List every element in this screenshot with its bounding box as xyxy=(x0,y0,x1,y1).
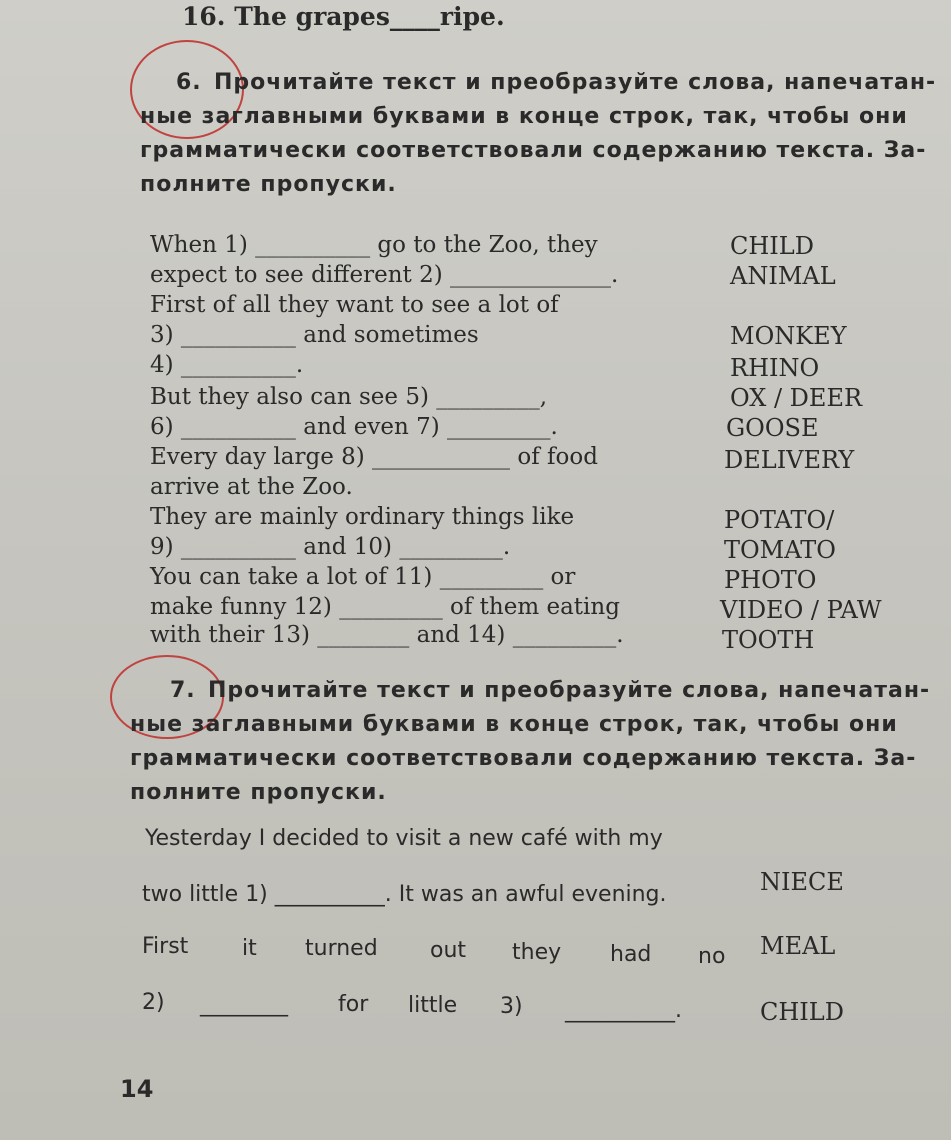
ex6-keyword: VIDEO / PAW xyxy=(720,596,882,624)
ex6-line: expect to see different 2) ______________. xyxy=(150,262,619,288)
ex6-keyword: RHINO xyxy=(730,354,820,382)
ex7-instruction-1: Прочитайте текст и преобразуйте слова, напечатан- xyxy=(208,678,931,703)
ex7-word: ________ xyxy=(200,992,288,1017)
ex6-line: arrive at the Zoo. xyxy=(150,474,353,500)
ex7-word: out xyxy=(430,938,467,963)
ex6-keyword: DELIVERY xyxy=(724,446,855,474)
ex7-word: __________. xyxy=(565,998,682,1023)
ex6-keyword: MONKEY xyxy=(730,322,847,350)
ex7-word: little xyxy=(408,993,458,1018)
ex7-word: First xyxy=(142,934,189,959)
ex6-line: Every day large 8) ____________ of food xyxy=(150,444,598,470)
ex7-keyword: NIECE xyxy=(760,868,844,896)
ex6-keyword: PHOTO xyxy=(724,566,817,594)
ex6-keyword: TOMATO xyxy=(724,536,836,564)
ex7-instruction-4: полните пропуски. xyxy=(130,780,387,805)
ex7-word: 3) xyxy=(500,994,523,1019)
ex7-instruction-3: грамматически соответствовали содержанию текста. За- xyxy=(130,746,917,771)
ex7-word: no xyxy=(698,944,726,969)
ex6-keyword: CHILD xyxy=(730,232,814,260)
ex6-line: with their 13) ________ and 14) _________. xyxy=(150,622,624,648)
ex7-keyword: MEAL xyxy=(760,932,836,960)
ex6-line: First of all they want to see a lot of xyxy=(150,292,559,318)
ex7-instruction-2: ные заглавными буквами в конце строк, так, чтобы они xyxy=(130,712,898,737)
ex6-line: make funny 12) _________ of them eating xyxy=(150,594,620,620)
ex7-word: for xyxy=(338,992,369,1017)
ex6-number: 6. xyxy=(176,70,202,95)
ex7-word: it xyxy=(242,936,257,961)
ex6-keyword: TOOTH xyxy=(722,626,815,654)
ex6-keyword: OX / DEER xyxy=(730,384,863,412)
ex6-instruction-4: полните пропуски. xyxy=(140,172,397,197)
ex6-line: 6) __________ and even 7) _________. xyxy=(150,414,558,440)
ex6-keyword: ANIMAL xyxy=(730,262,836,290)
ex6-line: You can take a lot of 11) _________ or xyxy=(150,564,576,590)
ex6-instruction-2: ные заглавными буквами в конце строк, так, чтобы они xyxy=(140,104,908,129)
ex7-word: had xyxy=(610,942,652,967)
ex6-keyword: GOOSE xyxy=(726,414,819,442)
ex6-line: But they also can see 5) _________, xyxy=(150,384,548,410)
page-number: 14 xyxy=(120,1075,154,1103)
ex6-line: 3) __________ and sometimes xyxy=(150,322,479,348)
ex6-line: 4) __________. xyxy=(150,352,304,378)
ex6-instruction-1: Прочитайте текст и преобразуйте слова, напечатан- xyxy=(214,70,937,95)
ex6-keyword: POTATO/ xyxy=(724,506,835,534)
ex7-word: they xyxy=(512,940,562,965)
ex7-keyword: CHILD xyxy=(760,998,844,1026)
ex7-word: turned xyxy=(305,936,378,961)
exercise-16-line: 16. The grapes____ripe. xyxy=(182,2,505,31)
ex7-line-1: Yesterday I decided to visit a new café with my xyxy=(145,826,663,851)
ex7-line-2: two little 1) __________. It was an awful evening. xyxy=(142,882,667,907)
ex7-word: 2) xyxy=(142,990,165,1015)
ex6-instruction-3: грамматически соответствовали содержанию текста. За- xyxy=(140,138,927,163)
ex6-line: They are mainly ordinary things like xyxy=(150,504,575,530)
ex7-number: 7. xyxy=(170,678,196,703)
ex6-line: When 1) __________ go to the Zoo, they xyxy=(150,232,598,258)
ex6-line: 9) __________ and 10) _________. xyxy=(150,534,511,560)
